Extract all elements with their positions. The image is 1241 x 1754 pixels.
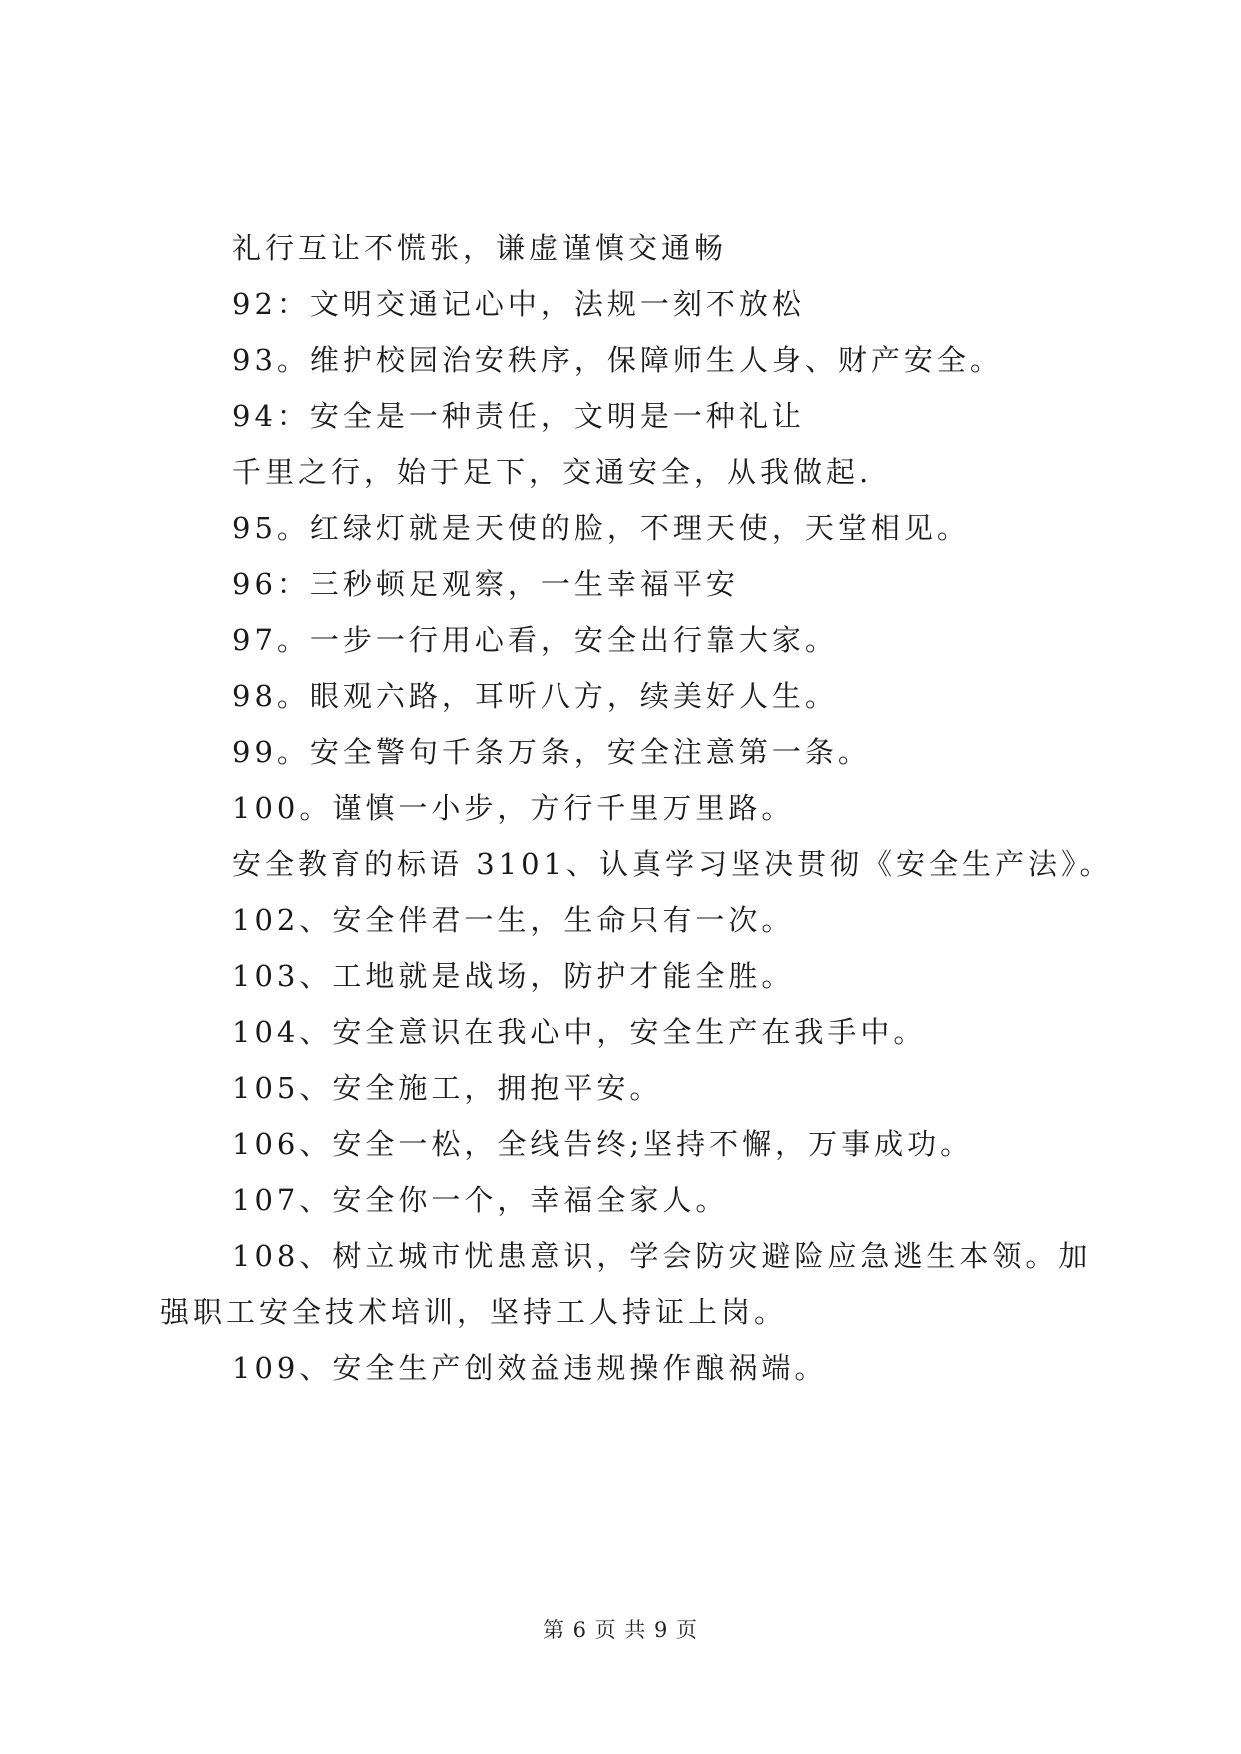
text-line: 强职工安全技术培训，坚持工人持证上岗。 xyxy=(160,1295,788,1329)
text-line: 千里之行，始于足下，交通安全，从我做起. xyxy=(232,455,873,489)
text-line: 99。安全警句千条万条，安全注意第一条。 xyxy=(232,735,871,769)
text-line: 93。维护校园治安秩序，保障师生人身、财产安全。 xyxy=(232,343,1003,377)
text-line: 105、安全施工，拥抱平安。 xyxy=(232,1071,663,1105)
text-line: 礼行互让不慌张，谦虚谨慎交通畅 xyxy=(232,231,728,265)
text-line: 98。眼观六路，耳听八方，续美好人生。 xyxy=(232,679,838,713)
text-line: 安全教育的标语 3101、认真学习坚决贯彻《安全生产法》。 xyxy=(232,847,1113,881)
text-line: 106、安全一松，全线告终;坚持不懈，万事成功。 xyxy=(232,1127,974,1161)
text-line: 100。谨慎一小步，方行千里万里路。 xyxy=(232,791,795,825)
page-number-footer: 第 6 页 共 9 页 xyxy=(542,1618,699,1642)
text-line: 104、安全意识在我心中，安全生产在我手中。 xyxy=(232,1015,927,1049)
text-line: 103、工地就是战场，防护才能全胜。 xyxy=(232,959,795,993)
text-line: 102、安全伴君一生，生命只有一次。 xyxy=(232,903,795,937)
text-line: 95。红绿灯就是天使的脸，不理天使，天堂相见。 xyxy=(232,511,970,545)
text-line: 96：三秒顿足观察，一生幸福平安 xyxy=(232,567,739,601)
text-line: 94：安全是一种责任，文明是一种礼让 xyxy=(232,399,805,433)
text-line: 108、树立城市忧患意识，学会防灾避险应急逃生本领。加 xyxy=(232,1239,1092,1273)
text-line: 97。一步一行用心看，安全出行靠大家。 xyxy=(232,623,838,657)
text-line: 107、安全你一个，幸福全家人。 xyxy=(232,1183,729,1217)
text-line: 92：文明交通记心中，法规一刻不放松 xyxy=(232,287,805,321)
text-line: 109、安全生产创效益违规操作酿祸端。 xyxy=(232,1351,828,1385)
